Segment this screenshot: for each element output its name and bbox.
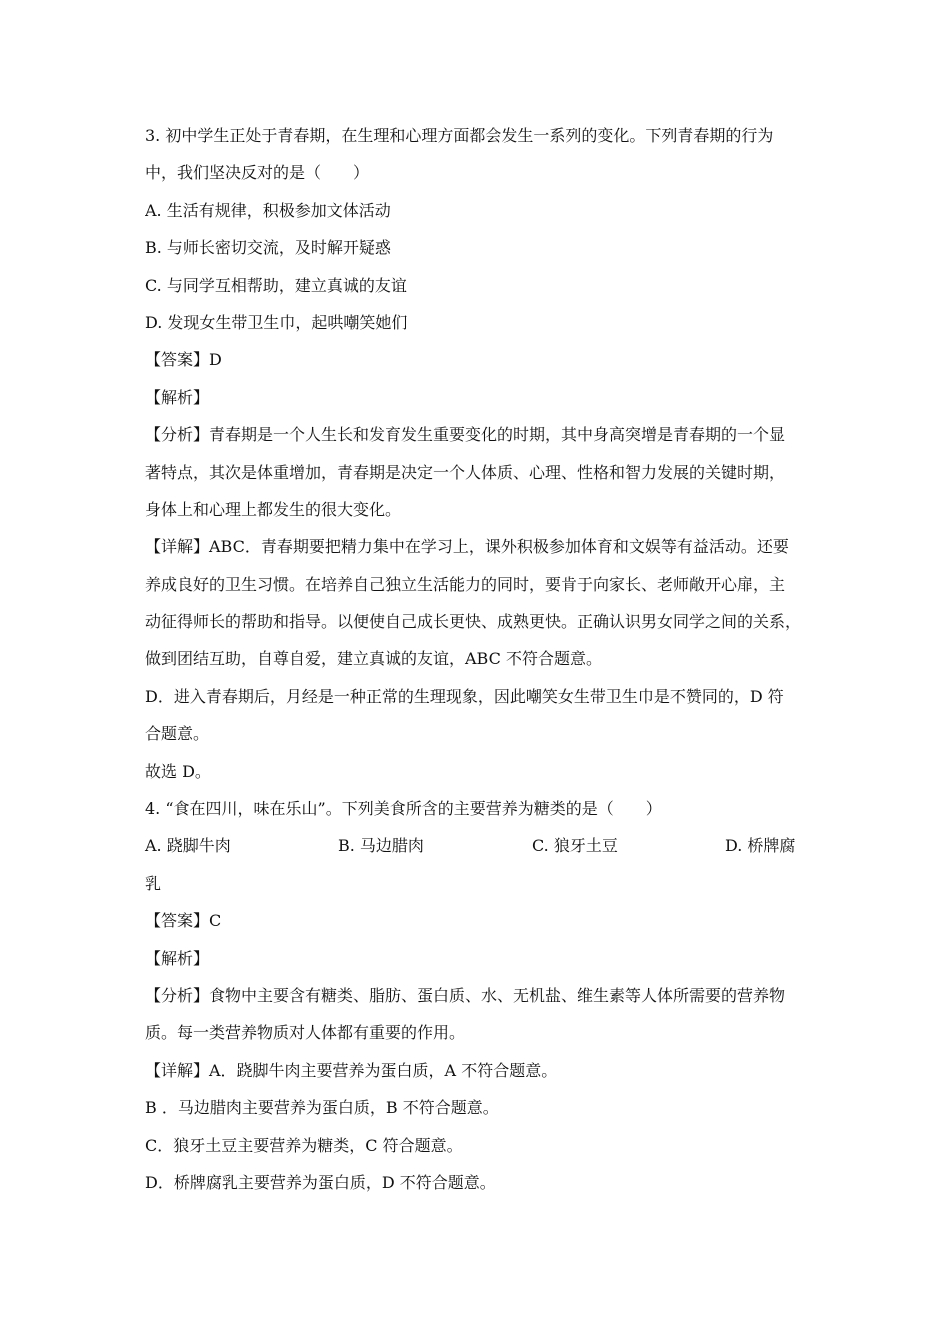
q3-option-a: A. 生活有规律，积极参加文体活动	[145, 200, 391, 220]
q4-option-d: D. 桥牌腐	[725, 836, 796, 856]
q4-analysis-heading: 【解析】	[145, 948, 210, 968]
q3-xiangjie-line-1: 【详解】ABC．青春期要把精力集中在学习上，课外积极参加体育和文娱等有益活动。还要	[145, 537, 789, 557]
q3-stem-line-1: 3. 初中学生正处于青春期，在生理和心理方面都会发生一系列的变化。下列青春期的行为	[145, 126, 774, 145]
q3-option-b: B. 与师长密切交流，及时解开疑惑	[145, 238, 391, 258]
q4-option-c: C. 狼牙土豆	[532, 836, 618, 856]
q3-xiangjie-line-6: 合题意。	[145, 724, 210, 744]
page-content	[145, 117, 810, 1201]
q3-stem-line-2: 中，我们坚决反对的是（ ）	[145, 163, 370, 183]
q4-options-row	[145, 827, 810, 864]
q4-xiangjie-line-4: D．桥牌腐乳主要营养为蛋白质，D 不符合题意。	[145, 1172, 496, 1192]
q3-xiangjie-line-2: 养成良好的卫生习惯。在培养自己独立生活能力的同时，要肯于向家长、老师敞开心扉，主	[145, 574, 786, 594]
q4-xiangjie-line-1: 【详解】A．跷脚牛肉主要营养为蛋白质，A 不符合题意。	[145, 1060, 558, 1080]
q3-fenxi-line-1: 【分析】青春期是一个人生长和发育发生重要变化的时期，其中身高突增是青春期的一个显	[145, 425, 786, 445]
q4-xiangjie-line-3: C．狼牙土豆主要营养为糖类，C 符合题意。	[145, 1135, 463, 1155]
q4-answer: 【答案】C	[145, 911, 222, 931]
q3-analysis-heading: 【解析】	[145, 387, 210, 407]
q3-option-c: C. 与同学互相帮助，建立真诚的友谊	[145, 275, 407, 295]
q4-fenxi-line-2: 质。每一类营养物质对人体都有重要的作用。	[145, 1023, 466, 1043]
q4-xiangjie-line-2: B ．马边腊肉主要营养为蛋白质，B 不符合题意。	[145, 1098, 499, 1118]
q3-xiangjie-line-3: 动征得师长的帮助和指导。以便使自己成长更快、成熟更快。正确认识男女同学之间的关系，	[145, 612, 802, 632]
q3-option-d: D. 发现女生带卫生巾，起哄嘲笑她们	[145, 312, 408, 332]
q3-xiangjie-line-5: D．进入青春期后，月经是一种正常的生理现象，因此嘲笑女生带卫生巾是不赞同的，D 符	[145, 686, 784, 706]
q3-fenxi-line-3: 身体上和心理上都发生的很大变化。	[145, 499, 402, 519]
q4-stem: 4. “食在四川，味在乐山”。下列美食所含的主要营养为糖类的是（ ）	[145, 799, 662, 819]
q3-answer: 【答案】D	[145, 350, 222, 370]
q3-xiangjie-line-4: 做到团结互助，自尊自爱，建立真诚的友谊，ABC 不符合题意。	[145, 649, 602, 669]
q3-conclusion: 故选 D。	[145, 761, 211, 781]
q3-fenxi-line-2: 著特点，其次是体重增加，青春期是决定一个人体质、心理、性格和智力发展的关键时期，	[145, 462, 786, 482]
q4-option-d-wrap: 乳	[145, 873, 162, 893]
q4-option-a: A. 跷脚牛肉	[145, 836, 231, 856]
q4-fenxi-line-1: 【分析】食物中主要含有糖类、脂肪、蛋白质、水、无机盐、维生素等人体所需要的营养物	[145, 985, 786, 1005]
q4-option-b: B. 马边腊肉	[338, 836, 424, 856]
